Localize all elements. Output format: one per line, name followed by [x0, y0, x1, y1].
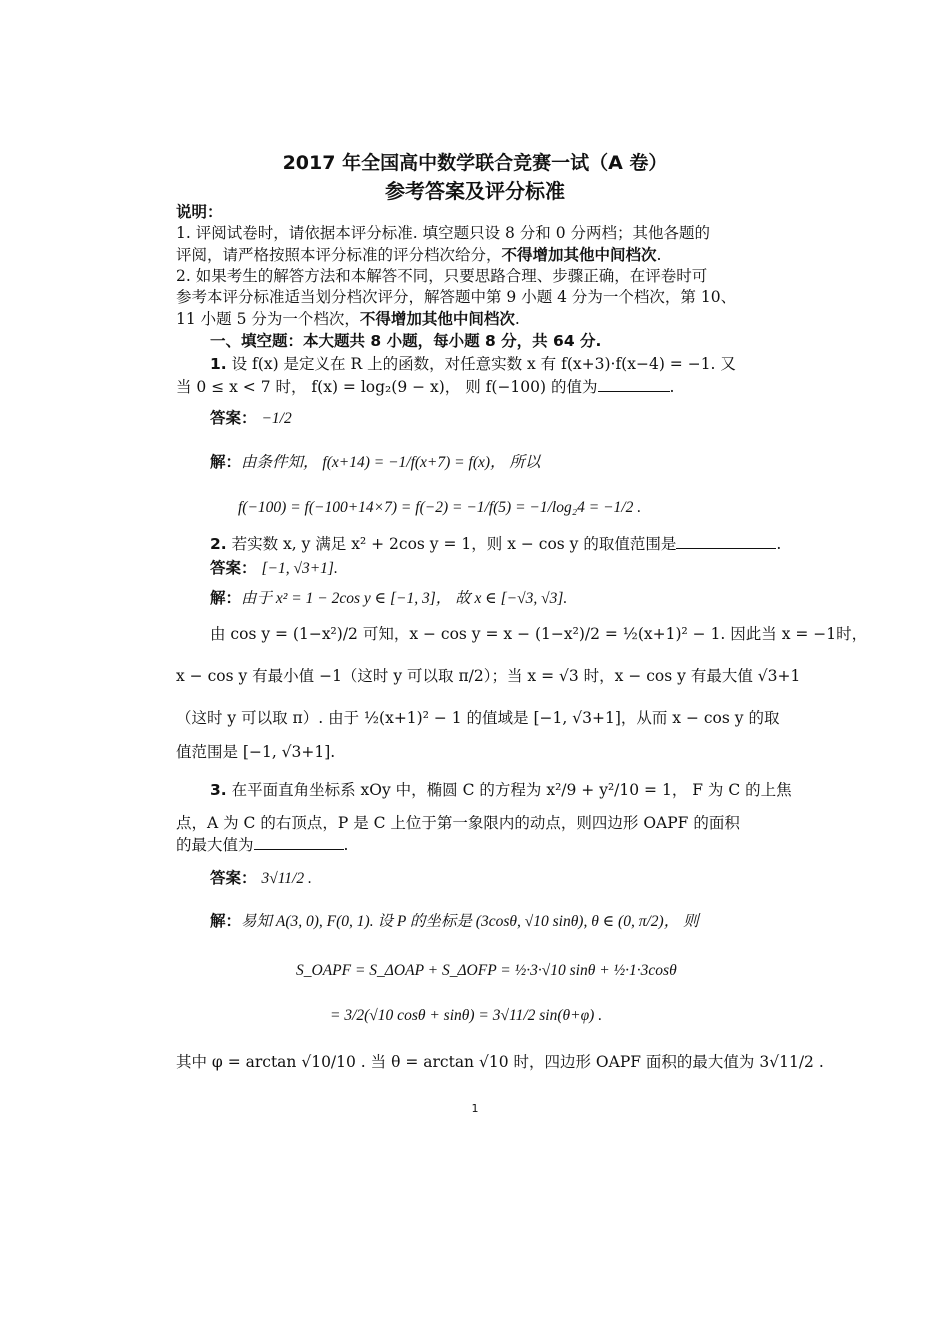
q3-solution-line1 — [210, 911, 699, 932]
note-heading: 说明： — [176, 203, 223, 221]
q1-text1: 设 f(x) 是定义在 R 上的函数，对任意实数 x 有 f(x+3)·f(x−4) = −1. 又 — [231, 355, 736, 373]
q3-text1: 在平面直角坐标系 xOy 中，椭圆 C 的方程为 x²/9 + y²/10 = 1， F 为 C 的上焦 — [231, 781, 792, 799]
q1-solution-line1 — [210, 452, 540, 473]
q3-number: 3. — [210, 781, 227, 799]
q2-solution-label: 解： — [210, 589, 242, 607]
q1-solution-text1: 由条件知， f(x+14) = −1/f(x+7) = f(x)， 所以 — [241, 454, 541, 471]
q3-text3: 的最大值为 — [176, 836, 254, 854]
q1-solution-text2: f(−100) = f(−100+14×7) = f(−2) = −1/f(5) = −1/log₂4 = −1/2 . — [238, 499, 642, 516]
q2-solution-line3: x − cos y 有最小值 −1（这时 y 可以取 π/2）；当 x = √3 时，x − cos y 有最大值 √3+1 — [176, 667, 801, 685]
note2-text: 11 小题 5 分为一个档次， — [176, 310, 360, 328]
q2-line1: 2. 若实数 x, y 满足 x² + 2cos y = 1，则 x − cos y 的取值范围是 . — [210, 535, 782, 553]
note2-emphasis: 不得增加其他中间档次 — [359, 310, 515, 328]
q3-solution-line3 — [330, 1005, 602, 1026]
note1-text: 评阅，请严格按照本评分标准的评分档次给分， — [176, 246, 502, 264]
page-title: 2017 年全国高中数学联合竞赛一试（A 卷） — [282, 152, 668, 174]
q2-solution-text1: 由于 x² = 1 − 2cos y ∈ [−1, 3]， 故 x ∈ [−√3, √3]. — [241, 590, 568, 607]
q2-solution-line1 — [210, 588, 567, 609]
q2-answer-value: [−1, √3+1]. — [261, 560, 338, 577]
q3-solution-line4: 其中 φ = arctan √10/10 . 当 θ = arctan √10 时，四边形 OAPF 面积的最大值为 3√11/2 . — [176, 1053, 824, 1071]
note1-period: . — [656, 246, 662, 264]
q3-solution-text3: = 3/2(√10 cosθ + sinθ) = 3√11/2 sin(θ+φ) . — [330, 1007, 603, 1024]
q1-text2: 当 0 ≤ x < 7 时， f(x) = log₂(9 − x)， 则 f(−100) 的值为 — [176, 378, 598, 396]
note1-line-a: 1. 评阅试卷时，请依据本评分标准. 填空题只设 8 分和 0 分两档；其他各题的 — [176, 224, 711, 242]
q3-solution-text2: S_OAPF = S_ΔOAP + S_ΔOFP = ½·3·√10 sinθ + ½·1·3cosθ — [296, 962, 677, 979]
q2-answer-blank — [676, 534, 776, 549]
q2-solution-line4: （这时 y 可以取 π）. 由于 ½(x+1)² − 1 的值域是 [−1, √3+1]，从而 x − cos y 的取 — [176, 709, 780, 727]
note2-line-a: 2. 如果考生的解答方法和本解答不同，只要思路合理、步骤正确，在评卷时可 — [176, 267, 708, 285]
q1-line2: 当 0 ≤ x < 7 时， f(x) = log₂(9 − x)， 则 f(−100) 的值为 . — [176, 378, 675, 396]
q2-answer — [210, 558, 338, 579]
q1-solution-label: 解： — [210, 453, 242, 471]
q2-answer-label: 答案： — [210, 559, 257, 577]
note1-line-b — [176, 245, 661, 265]
q2-number: 2. — [210, 535, 227, 553]
page-subtitle: 参考答案及评分标准 — [385, 179, 565, 203]
q1-answer-value: −1/2 — [261, 410, 292, 427]
q2-text: 若实数 x, y 满足 x² + 2cos y = 1，则 x − cos y 的取值范围是 — [231, 535, 677, 553]
q1-answer-label: 答案： — [210, 409, 257, 427]
q3-solution-label: 解： — [210, 912, 242, 930]
q3-answer — [210, 868, 312, 889]
q1-number: 1. — [210, 355, 227, 373]
q1-answer-blank — [598, 377, 670, 392]
q3-solution-line2 — [296, 960, 677, 981]
q2-solution-line5: 值范围是 [−1, √3+1]. — [176, 743, 336, 761]
section-heading: 一、填空题：本大题共 8 小题，每小题 8 分，共 64 分. — [210, 332, 602, 350]
note2-line-b: 参考本评分标准适当划分档次评分，解答题中第 9 小题 4 分为一个档次，第 10、 — [176, 288, 737, 306]
q2-solution-line2: 由 cos y = (1−x²)/2 可知，x − cos y = x − (1−x²)/2 = ½(x+1)² − 1. 因此当 x = −1时， — [210, 625, 868, 643]
note1-emphasis: 不得增加其他中间档次 — [501, 246, 657, 264]
q1-line1 — [210, 354, 736, 374]
q3-line3: 的最大值为 . — [176, 836, 349, 854]
q3-answer-value: 3√11/2 . — [261, 870, 312, 887]
page-number: 1 — [471, 1102, 479, 1115]
note2-line-c — [176, 309, 520, 329]
q1-solution-line2 — [238, 497, 641, 518]
q3-line1 — [210, 780, 792, 800]
q3-answer-blank — [254, 835, 344, 850]
q3-answer-label: 答案： — [210, 869, 257, 887]
q3-solution-text1: 易知 A(3, 0), F(0, 1). 设 P 的坐标是 (3cosθ, √10 sinθ), θ ∈ (0, π/2)， 则 — [241, 913, 699, 930]
q1-answer — [210, 408, 292, 429]
note2-period: . — [514, 310, 520, 328]
q3-line2: 点，A 为 C 的右顶点，P 是 C 上位于第一象限内的动点，则四边形 OAPF 的面积 — [176, 814, 740, 832]
